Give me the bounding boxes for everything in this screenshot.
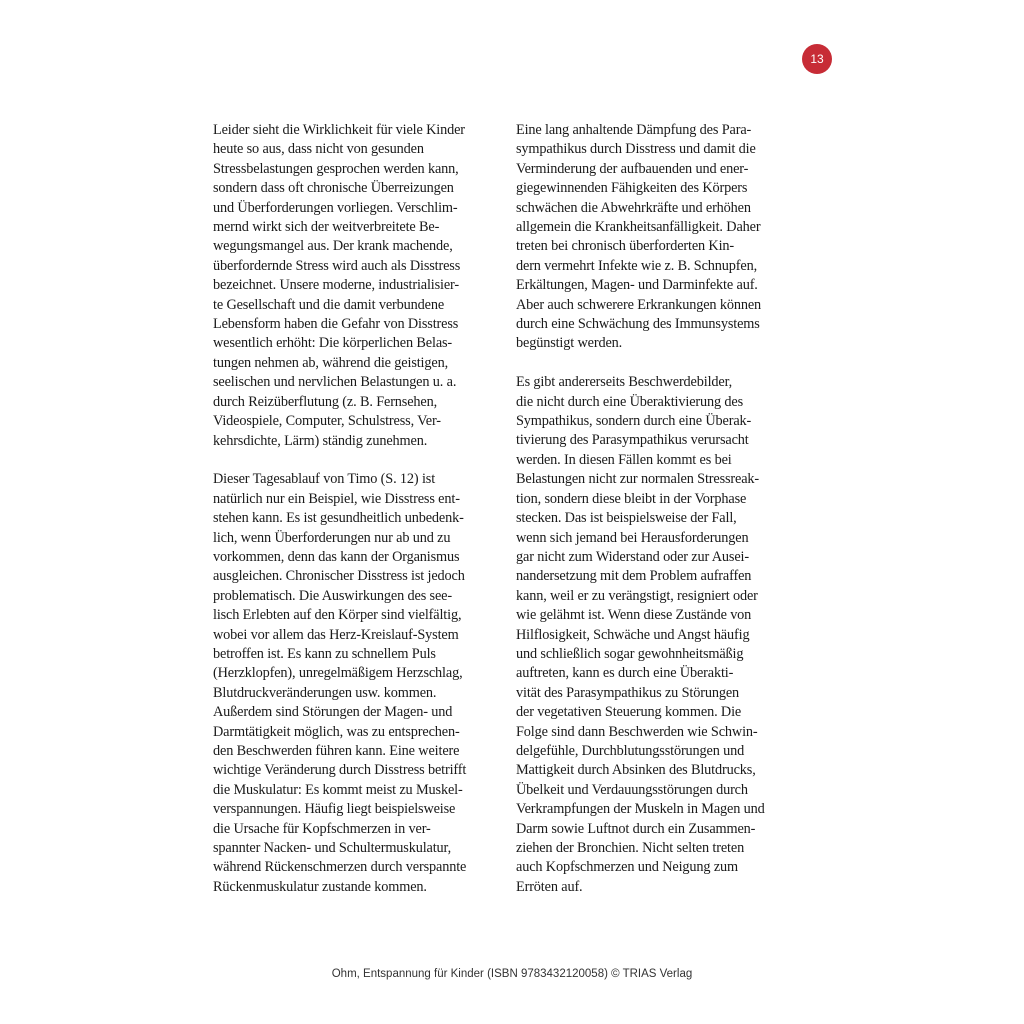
text-line: seelischen und nervlichen Belastungen u. a.	[213, 374, 457, 391]
text-line: Lebensform haben die Gefahr von Disstress	[213, 316, 459, 333]
right-text-column	[516, 121, 801, 897]
text-line: Darmtätigkeit möglich, was zu entsprechen-	[213, 723, 460, 740]
text-line: allgemein die Krankheitsanfälligkeit. Daher	[516, 219, 761, 236]
text-line: wegungsmangel aus. Der krank machende,	[213, 238, 453, 255]
text-line: gar nicht zum Widerstand oder zur Ausei-	[516, 548, 749, 565]
text-line: ausgleichen. Chronischer Disstress ist jedoch	[213, 568, 465, 585]
text-line: mernd wirkt sich der weitverbreitete Be-	[213, 219, 440, 236]
text-line: werden. In diesen Fällen kommt es bei	[516, 451, 732, 468]
text-line: tion, sondern diese bleibt in der Vorphase	[516, 490, 747, 507]
text-line: Verkrampfungen der Muskeln in Magen und	[516, 801, 765, 818]
text-line: giegewinnenden Fähigkeiten des Körpers	[516, 180, 748, 197]
paragraph	[516, 373, 801, 897]
text-line: Leider sieht die Wirklichkeit für viele Kinder	[213, 122, 465, 138]
text-line: wie gelähmt ist. Wenn diese Zustände von	[516, 607, 752, 624]
paragraph-gap	[516, 354, 801, 373]
text-line: (Herzklopfen), unregelmäßigem Herzschlag,	[213, 665, 463, 682]
text-line: die Ursache für Kopfschmerzen in ver-	[213, 820, 431, 837]
text-line: lisch Erlebten auf den Körper sind vielfältig,	[213, 607, 462, 624]
text-line: Es gibt andererseits Beschwerdebilder,	[516, 374, 733, 391]
text-line: Hilflosigkeit, Schwäche und Angst häufig	[516, 626, 750, 643]
text-line: Belastungen nicht zur normalen Stressreak-	[516, 471, 760, 488]
text-line: Verminderung der aufbauenden und ener-	[516, 160, 749, 177]
text-line: wichtige Veränderung durch Disstress betrifft	[213, 762, 467, 779]
text-line: sondern dass oft chronische Überreizungen	[213, 180, 454, 197]
text-line: Außerdem sind Störungen der Magen- und	[213, 704, 453, 721]
text-line: Blutdruckveränderungen usw. kommen.	[213, 684, 437, 701]
text-line: tungen nehmen ab, während die geistigen,	[213, 354, 448, 371]
text-line: stehen kann. Es ist gesundheitlich unbedenk-	[213, 510, 464, 527]
text-line: überfordernde Stress wird auch als Disstress	[213, 257, 461, 274]
left-text-column	[213, 121, 498, 897]
text-line: betroffen ist. Es kann zu schnellem Puls	[213, 645, 436, 662]
paragraph	[213, 121, 498, 451]
text-line: Videospiele, Computer, Schulstress, Ver-	[213, 413, 441, 430]
text-line: Aber auch schwerere Erkrankungen können	[516, 296, 762, 313]
text-line: Darm sowie Luftnot durch ein Zusammen-	[516, 820, 756, 837]
text-line: Dieser Tagesablauf von Timo (S. 12) ist	[213, 471, 436, 488]
paragraph	[213, 470, 498, 897]
text-line: treten bei chronisch überforderten Kin-	[516, 238, 735, 255]
text-line: heute so aus, dass nicht von gesunden	[213, 141, 424, 158]
text-line: Folge sind dann Beschwerden wie Schwin-	[516, 723, 758, 740]
text-line: te Gesellschaft und die damit verbundene	[213, 296, 445, 313]
text-line: die Muskulatur: Es kommt meist zu Muskel-	[213, 781, 463, 798]
text-line: Mattigkeit durch Absinken des Blutdrucks,	[516, 762, 756, 779]
text-line: Eine lang anhaltende Dämpfung des Para-	[516, 122, 752, 138]
page-footer: Ohm, Entspannung für Kinder (ISBN 9783432120058) © TRIAS Verlag	[331, 968, 693, 980]
text-line: nandersetzung mit dem Problem aufraffen	[516, 568, 752, 585]
text-line: problematisch. Die Auswirkungen des see-	[213, 587, 452, 604]
text-line: tivierung des Parasympathikus verursacht	[516, 432, 749, 449]
text-line: wobei vor allem das Herz-Kreislauf-System	[213, 626, 459, 643]
text-line: der vegetativen Steuerung kommen. Die	[516, 704, 742, 721]
text-line: auch Kopfschmerzen und Neigung zum	[516, 859, 738, 876]
page-number-badge: 13	[802, 44, 832, 74]
text-line: Sympathikus, sondern durch eine Überak-	[516, 413, 752, 430]
text-line: wesentlich erhöht: Die körperlichen Belas-	[213, 335, 453, 352]
text-line: begünstigt werden.	[516, 335, 623, 352]
text-line: verspannungen. Häufig liegt beispielsweise	[213, 801, 456, 818]
text-line: natürlich nur ein Beispiel, wie Disstress ent-	[213, 490, 460, 507]
text-line: durch eine Schwächung des Immunsystems	[516, 316, 760, 333]
text-line: Stressbelastungen gesprochen werden kann,	[213, 160, 459, 177]
text-line: schwächen die Abwehrkräfte und erhöhen	[516, 199, 751, 216]
text-line: kann, weil er zu verängstigt, resigniert oder	[516, 587, 758, 604]
text-line: kehrsdichte, Lärm) ständig zunehmen.	[213, 432, 428, 449]
paragraph	[516, 121, 801, 354]
text-line: Übelkeit und Verdauungsstörungen durch	[516, 781, 748, 798]
text-line: dern vermehrt Infekte wie z. B. Schnupfen,	[516, 257, 758, 274]
text-line: auftreten, kann es durch eine Überakti-	[516, 665, 734, 682]
text-line: Erkältungen, Magen- und Darminfekte auf.	[516, 277, 758, 294]
text-line: Rückenmuskulatur zustande kommen.	[213, 878, 427, 895]
text-line: den Beschwerden führen kann. Eine weitere	[213, 742, 460, 759]
text-line: ziehen der Bronchien. Nicht selten treten	[516, 840, 745, 857]
text-line: bezeichnet. Unsere moderne, industrialisier-	[213, 277, 459, 294]
text-line: durch Reizüberflutung (z. B. Fernsehen,	[213, 393, 438, 410]
text-line: vität des Parasympathikus zu Störungen	[516, 684, 740, 701]
text-line: stecken. Das ist beispielsweise der Fall,	[516, 510, 737, 527]
text-line: vorkommen, denn das kann der Organismus	[213, 548, 460, 565]
text-line: während Rückenschmerzen durch verspannte	[213, 859, 467, 876]
text-line: wenn sich jemand bei Herausforderungen	[516, 529, 749, 546]
text-line: und Überforderungen vorliegen. Verschlim-	[213, 199, 458, 216]
text-line: Erröten auf.	[516, 878, 583, 895]
text-line: spannter Nacken- und Schultermuskulatur,	[213, 840, 451, 857]
text-line: delgefühle, Durchblutungsstörungen und	[516, 742, 745, 759]
text-line: lich, wenn Überforderungen nur ab und zu	[213, 529, 451, 546]
text-line: die nicht durch eine Überaktivierung des	[516, 393, 744, 410]
text-line: sympathikus durch Disstress und damit die	[516, 141, 756, 158]
paragraph-gap	[213, 451, 498, 470]
text-line: und schließlich sogar gewohnheitsmäßig	[516, 645, 744, 662]
